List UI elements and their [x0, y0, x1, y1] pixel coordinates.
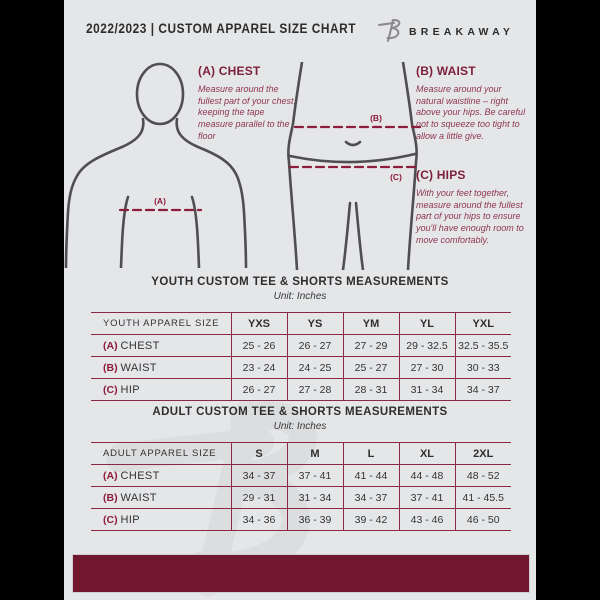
- row-label: CHEST: [120, 469, 160, 482]
- row-label: HIP: [120, 513, 141, 526]
- waist-marker-label: (B): [370, 113, 382, 123]
- cell: 43 - 46: [399, 509, 455, 531]
- cell: 32.5 - 35.5: [455, 335, 511, 357]
- youth-col-ym: YM: [343, 313, 399, 335]
- adult-table-title: ADULT CUSTOM TEE & SHORTS MEASUREMENTS: [152, 406, 448, 418]
- cell: 41 - 44: [343, 465, 399, 487]
- adult-col-l: L: [343, 443, 399, 465]
- cell: 24 - 25: [287, 357, 343, 379]
- table-row: [91, 379, 511, 401]
- breakaway-logo-icon: [377, 17, 404, 44]
- row-prefix: (C): [103, 513, 118, 526]
- cell: 25 - 26: [231, 335, 287, 357]
- table-row: [91, 487, 511, 509]
- cell: 46 - 50: [455, 509, 511, 531]
- row-label: HIP: [120, 383, 141, 396]
- youth-col-yl: YL: [399, 313, 455, 335]
- youth-col-yxl: YXL: [455, 313, 511, 335]
- hip-marker-label: (C): [390, 172, 402, 182]
- cell: 39 - 42: [343, 509, 399, 531]
- row-label: WAIST: [120, 361, 157, 374]
- cell: 31 - 34: [399, 379, 455, 401]
- youth-col-ys: YS: [287, 313, 343, 335]
- adult-size-label: ADULT APPAREL SIZE: [91, 443, 231, 465]
- waist-heading: (B) WAIST: [416, 64, 476, 78]
- chest-heading: (A) CHEST: [198, 64, 261, 78]
- table-row: [91, 465, 511, 487]
- cell: 23 - 24: [231, 357, 287, 379]
- chest-marker-label: (A): [154, 196, 166, 206]
- cell: 30 - 33: [455, 357, 511, 379]
- cell: 28 - 31: [343, 379, 399, 401]
- youth-header-row: [91, 313, 511, 335]
- lower-body-diagram: [284, 62, 421, 270]
- row-prefix: (A): [103, 339, 118, 352]
- cell: 25 - 27: [343, 357, 399, 379]
- cell: 48 - 52: [455, 465, 511, 487]
- cell: 34 - 37: [455, 379, 511, 401]
- row-prefix: (B): [103, 491, 118, 504]
- cell: 26 - 27: [231, 379, 287, 401]
- cell: 37 - 41: [287, 465, 343, 487]
- waist-text: Measure around your natural waistline – right above your hips. Be careful not to squeeze too tight to allow a little give.: [416, 84, 526, 141]
- table-row: [91, 509, 511, 531]
- row-prefix: (A): [103, 469, 118, 482]
- cell: 27 - 29: [343, 335, 399, 357]
- adult-col-s: S: [231, 443, 287, 465]
- chest-text: Measure around the fullest part of your chest, keeping the tape measure parallel to the floor: [198, 84, 297, 141]
- adult-table-unit: Unit: Inches: [273, 421, 327, 432]
- hips-text: With your feet together, measure around the fullest part of your hips to ensure you'll have enough room to move comfortably.: [416, 188, 524, 245]
- hips-heading: (C) HIPS: [416, 168, 466, 182]
- youth-col-yxs: YXS: [231, 313, 287, 335]
- adult-size-table: [91, 442, 511, 531]
- cell: 34 - 37: [231, 465, 287, 487]
- cell: 27 - 28: [287, 379, 343, 401]
- cell: 44 - 48: [399, 465, 455, 487]
- cell: 26 - 27: [287, 335, 343, 357]
- row-label: WAIST: [120, 491, 157, 504]
- cell: 34 - 37: [343, 487, 399, 509]
- youth-size-table: [91, 312, 511, 401]
- page-title: 2022/2023 | CUSTOM APPAREL SIZE CHART: [86, 21, 356, 36]
- youth-size-label: YOUTH APPAREL SIZE: [91, 313, 231, 335]
- table-row: [91, 357, 511, 379]
- row-prefix: (C): [103, 383, 118, 396]
- row-label: CHEST: [120, 339, 160, 352]
- cell: 41 - 45.5: [455, 487, 511, 509]
- youth-table-unit: Unit: Inches: [273, 291, 327, 302]
- adult-col-2xl: 2XL: [455, 443, 511, 465]
- cell: 29 - 32.5: [399, 335, 455, 357]
- waist-instructions: [416, 64, 528, 142]
- size-chart-document: [64, 0, 536, 600]
- youth-table-title: YOUTH CUSTOM TEE & SHORTS MEASUREMENTS: [151, 276, 449, 288]
- cell: 27 - 30: [399, 357, 455, 379]
- adult-header-row: [91, 443, 511, 465]
- footer-accent-bar: [72, 554, 530, 593]
- adult-col-xl: XL: [399, 443, 455, 465]
- cell: 37 - 41: [399, 487, 455, 509]
- chest-instructions: [198, 64, 300, 142]
- brand-name: BREAKAWAY: [409, 26, 515, 38]
- cell: 31 - 34: [287, 487, 343, 509]
- cell: 36 - 39: [287, 509, 343, 531]
- cell: 29 - 31: [231, 487, 287, 509]
- adult-col-m: M: [287, 443, 343, 465]
- table-row: [91, 335, 511, 357]
- row-prefix: (B): [103, 361, 118, 374]
- hips-instructions: [416, 168, 528, 246]
- cell: 34 - 36: [231, 509, 287, 531]
